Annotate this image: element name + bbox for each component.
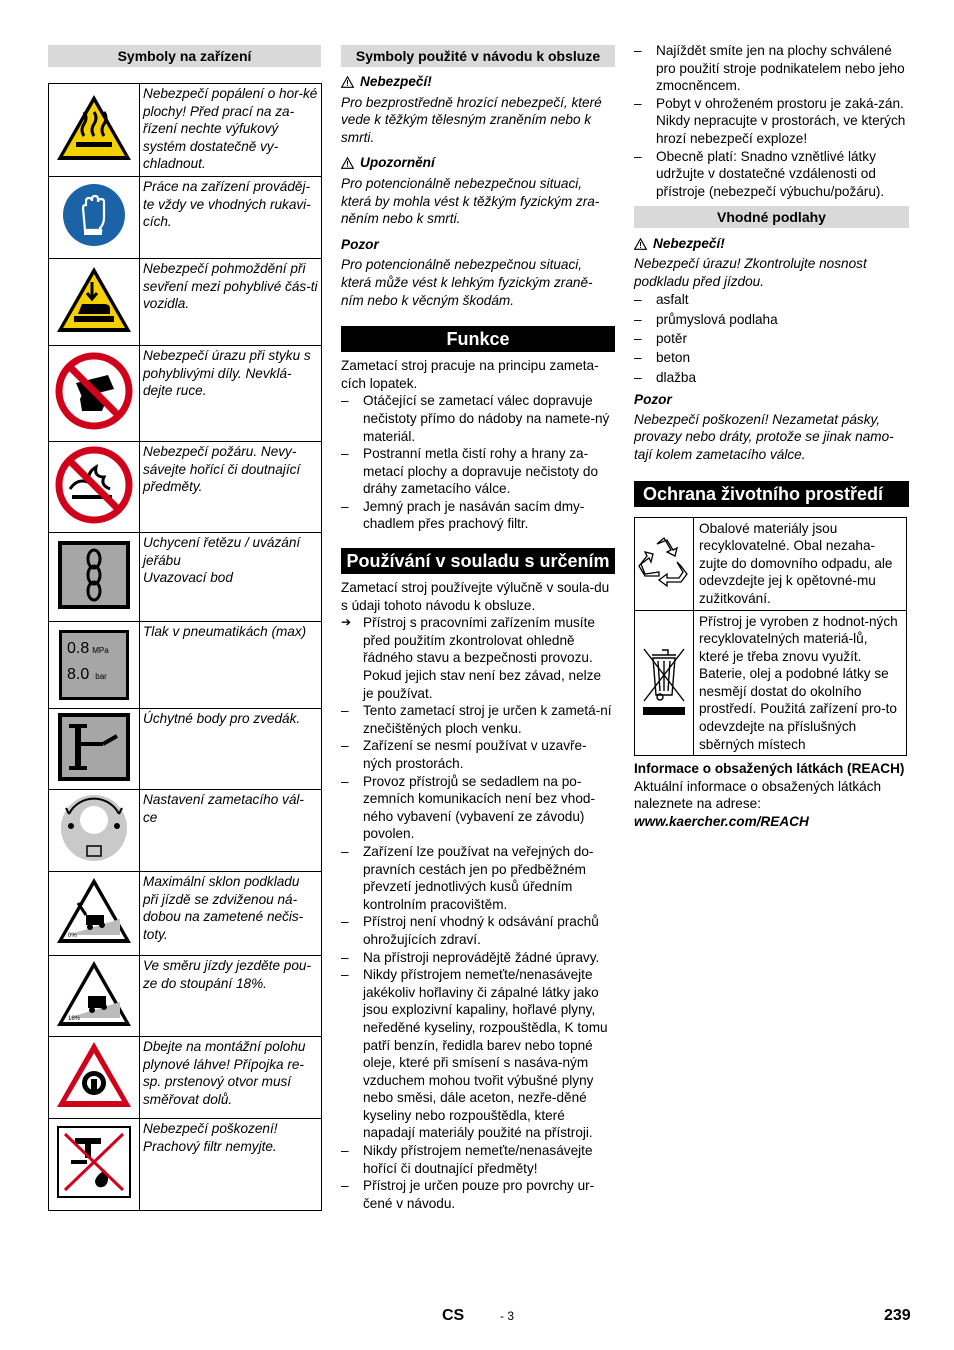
symbol-description: Nebezpečí popálení o hor-ké plochy! Před prací na za-řízení nechte výfukový systém dostatečně vy-chladnout. <box>140 84 322 177</box>
recycling-icon <box>637 534 691 588</box>
no-burning-objects-icon <box>54 445 134 530</box>
section-heading-intended-use: Používání v souladu s určením <box>341 548 615 574</box>
crossed-bin-icon <box>638 641 690 721</box>
floors-danger-title: Nebezpečí! <box>653 236 725 252</box>
no-hands-moving-parts-icon-cell <box>49 346 140 442</box>
function-list <box>341 392 615 533</box>
use-intro: Zametací stroj používejte výlučně v soula-du s údaji tohoto návodu k obsluze. <box>341 580 610 613</box>
danger-title: Nebezpečí! <box>360 74 432 89</box>
symbol-description: Dbejte na montážní polohu plynové láhve! Přípojka re-sp. prstenový otvor musí směřovat dolů. <box>140 1037 322 1119</box>
pressure-mpa-value: 0.8 <box>67 640 90 657</box>
table-row <box>49 956 322 1037</box>
warning-text: Pro potencionálně nebezpečnou situaci, která by mohla vést k těžkým fyzickým zra-něním nebo k smrti. <box>341 175 600 227</box>
table-row <box>49 1119 322 1211</box>
slope-label: 0% <box>68 933 77 940</box>
gloves-mandatory-icon <box>61 182 127 253</box>
table-row <box>49 872 322 956</box>
section-heading-device-symbols: Symboly na zařízení <box>48 45 321 67</box>
list-item: – průmyslová podlaha <box>634 310 909 329</box>
symbol-description: Tlak v pneumatikách (max) <box>140 622 322 709</box>
section-heading-suitable-floors: Vhodné podlahy <box>634 206 909 228</box>
table-row <box>49 84 322 177</box>
table-row <box>49 346 322 442</box>
symbol-description: Úchytné body pro zvedák. <box>140 709 322 790</box>
use-list <box>341 614 615 1212</box>
table-row <box>635 610 907 756</box>
list-item: – Na přístroji neprovádějtě žádné úpravy. <box>341 949 615 967</box>
chain-attachment-point-icon <box>57 540 131 615</box>
floors-caution-text: Nebezpečí poškození! Nezametat pásky, provazy nebo dráty, protože se jinak namo-tají kolem zametacího válce. <box>634 411 894 462</box>
footer-section <box>500 1307 514 1326</box>
floors-danger-text: Nebezpečí úrazu! Zkontrolujte nosnost podkladu před jízdou. <box>634 255 867 289</box>
environment-table <box>634 517 907 757</box>
warning-triangle-icon <box>341 157 354 169</box>
list-item: – asfalt <box>634 290 909 309</box>
list-item: – Přístroj je určen pouze pro povrchy ur-čené v návodu. <box>341 1177 615 1212</box>
slope-label: 18% <box>68 1015 81 1022</box>
table-row <box>49 533 322 622</box>
floors-list <box>634 290 909 387</box>
pressure-bar-value: 8.0 <box>67 666 90 683</box>
recycling-text: Obalové materiály jsou recyklovatelné. Obal nezaha-zujte do domovního odpadu, ale odevzdejte jej k opětovné-mu zužitkování. <box>694 517 907 610</box>
no-hands-moving-parts-icon <box>54 351 134 436</box>
no-wash-filter-icon-cell <box>49 1119 140 1211</box>
list-item: – Zařízení se nesmí používat v uzavře-ných prostorách. <box>341 737 615 772</box>
jack-lifting-points-icon <box>57 712 131 787</box>
reach-url[interactable]: www.kaercher.com/REACH <box>634 814 809 830</box>
hot-surface-warning-icon <box>54 92 134 169</box>
gas-bottle-position-warning-icon <box>54 1039 134 1116</box>
slope-18-warning-icon <box>54 958 134 1035</box>
gloves-mandatory-icon-cell <box>49 177 140 259</box>
warning-title-row <box>341 154 615 172</box>
table-row <box>49 790 322 872</box>
list-item: – Nikdy přístrojem nemeťte/nenasávejte hořící či doutnající předměty! <box>341 1142 615 1177</box>
symbol-description: Nebezpečí poškození! Prachový filtr nemyjte. <box>140 1119 322 1211</box>
function-intro: Zametací stroj pracuje na principu zameta-cích lopatek. <box>341 358 599 391</box>
reach-title: Informace o obsažených látkách (REACH) <box>634 761 905 777</box>
column-symbols-on-device <box>48 45 321 1211</box>
list-item: – Přístroj není vhodný k odsávání prachů ohrožujících zdraví. <box>341 913 615 948</box>
symbol-description: Maximální sklon podkladu při jízdě se zdviženou ná-dobou na zametené nečis-toty. <box>140 872 322 956</box>
list-item: – Pobyt v ohroženém prostoru je zaká-zán. Nikdy nepracujte v prostorách, ve kterých hrozí nebezpečí exploze! <box>634 95 909 148</box>
table-row <box>49 442 322 533</box>
symbol-description: Nastavení zametacího vál-ce <box>140 790 322 872</box>
caution-text: Pro potencionálně nebezpečnou situaci, která může vést k lehkým fyzickým zraně-ním nebo k věcným škodám. <box>341 257 593 308</box>
list-item: – Tento zametací stroj je určen k zametá-ní znečištěných ploch venku. <box>341 702 615 737</box>
symbol-description: Ve směru jízdy jezděte pou-ze do stoupání 18%. <box>140 956 322 1037</box>
list-item: – Otáčející se zametací válec dopravuje nečistoty přímo do nádoby na namete-ný materiál. <box>341 392 615 445</box>
no-wash-filter-icon <box>57 1126 131 1203</box>
max-slope-warning-icon <box>54 875 134 952</box>
footer-section-text: - 3 <box>500 1309 515 1323</box>
list-item: – Zařízení lze používat na veřejných do-pravních cestách jen po předběžném převzetí jednotlivých kusů úředním kontrolním pracovištěm. <box>341 843 615 913</box>
max-slope-warning-icon-cell <box>49 872 140 956</box>
jack-lifting-points-icon-cell <box>49 709 140 790</box>
symbol-description: Uchycení řetězu / uvázání jeřábu Uvazovací bod <box>140 533 322 622</box>
list-item: – dlažba <box>634 368 909 387</box>
list-item: – Provoz přístrojů se sedadlem na po-zemních komunikacích není bez vhod-ného vybavení (vybavení ze závodu) povolen. <box>341 773 615 843</box>
symbol-description: Nebezpečí úrazu při styku s pohyblivými díly. Nevklá-dejte ruce. <box>140 346 322 442</box>
hand-crush-warning-icon <box>54 264 134 341</box>
list-item: – Najíždět smíte jen na plochy schválené pro použití stroje podnikatelem nebo jeho zmocněncem. <box>634 42 909 95</box>
recycling-icon-cell <box>635 517 694 610</box>
symbols-table <box>48 83 322 1211</box>
list-item: – potěr <box>634 329 909 348</box>
pressure-mpa-unit: MPa <box>92 646 109 655</box>
section-heading-environment: Ochrana životního prostředí <box>634 481 909 507</box>
table-row <box>49 259 322 346</box>
column-manual-symbols <box>341 45 615 1212</box>
floors-caution-title: Pozor <box>634 392 672 408</box>
continued-use-list <box>634 42 909 200</box>
column-floors-environment <box>634 42 909 831</box>
tire-pressure-icon <box>59 630 129 700</box>
sweeping-roller-adjust-icon-cell <box>49 790 140 872</box>
symbol-description: Nebezpečí požáru. Nevy-sávejte hořící či doutnající předměty. <box>140 442 322 533</box>
slope-18-warning-icon-cell <box>49 956 140 1037</box>
danger-title-row <box>341 73 615 91</box>
sweeping-roller-adjust-icon <box>59 790 129 871</box>
hand-crush-warning-icon-cell <box>49 259 140 346</box>
caution-title: Pozor <box>341 236 379 252</box>
pressure-bar-unit: bar <box>95 672 107 681</box>
list-item-arrow: ➔ Přístroj s pracovními zařízením musíte před použitím zkontrolovat ohledně řádného stavu a bezpečnosti provozu. Pokud jejich stav není bez závad, nelze je používat. <box>341 614 615 702</box>
floors-danger-title-row <box>634 235 909 253</box>
tire-pressure-icon-cell <box>49 622 140 709</box>
warning-triangle-icon <box>634 238 647 250</box>
crossed-bin-icon-cell <box>635 610 694 756</box>
footer-page-number: 239 <box>884 1307 911 1324</box>
list-item: – Jemný prach je nasáván sacím dmy-chadlem přes prachový filtr. <box>341 498 615 533</box>
table-row <box>49 177 322 259</box>
warning-title: Upozornění <box>360 155 435 171</box>
no-burning-objects-icon-cell <box>49 442 140 533</box>
table-row <box>49 622 322 709</box>
symbol-description: Práce na zařízení prováděj-te vždy ve vhodných rukavi-cích. <box>140 177 322 259</box>
section-heading-function: Funkce <box>341 326 615 352</box>
crossed-bin-text: Přístroj je vyroben z hodnot-ných recyklovatelných materiá-lů, které je třeba znovu využít. Baterie, olej a podobné látky se nesmějí dostat do okolního prostředí. Použitá zařízení pro-to odevzdejte na příslušných sběrných místech <box>694 610 907 756</box>
footer-language: CS <box>442 1307 465 1324</box>
table-row <box>49 1037 322 1119</box>
list-item: – Postranní metla čistí rohy a hrany za-metací plochy a dopravuje nečistoty do dráhy zametacího válce. <box>341 445 615 498</box>
chain-attachment-point-icon-cell <box>49 533 140 622</box>
hot-surface-warning-icon-cell <box>49 84 140 177</box>
list-item: – Nikdy přístrojem nemeťte/nenasávejte jakékoliv hořlaviny či zápalné látky jako jsou explozivní kapaliny, hořlavé plyny, neředěné kyseliny, rozpouštědla, K tomu patří benzín, ředidla barev nebo topné oleje, které při smísení s nasáva-ným vzduchem mohou tvořit výbušné plyny nebo směsi, dále aceton, nezře-děné kyseliny nebo rozpouštědla, které napadají materiály použité na přístroji. <box>341 966 615 1142</box>
danger-text: Pro bezprostředně hrozící nebezpečí, které vede k těžkým tělesným zraněním nebo k smrti. <box>341 94 602 145</box>
list-item: – beton <box>634 348 909 367</box>
list-item: – Obecně platí: Snadno vznětlivé látky udržujte v dostatečné vzdálenosti od přístroje (nebezpečí výbuchu/požáru). <box>634 148 909 201</box>
reach-text: Aktuální informace o obsažených látkách naleznete na adrese: <box>634 778 882 812</box>
section-heading-manual-symbols: Symboly použité v návodu k obsluze <box>341 45 615 67</box>
gas-bottle-position-warning-icon-cell <box>49 1037 140 1119</box>
table-row <box>635 517 907 610</box>
symbol-description: Nebezpečí pohmoždění při sevření mezi pohyblivé čás-ti vozidla. <box>140 259 322 346</box>
warning-triangle-icon <box>341 76 354 88</box>
table-row <box>49 709 322 790</box>
